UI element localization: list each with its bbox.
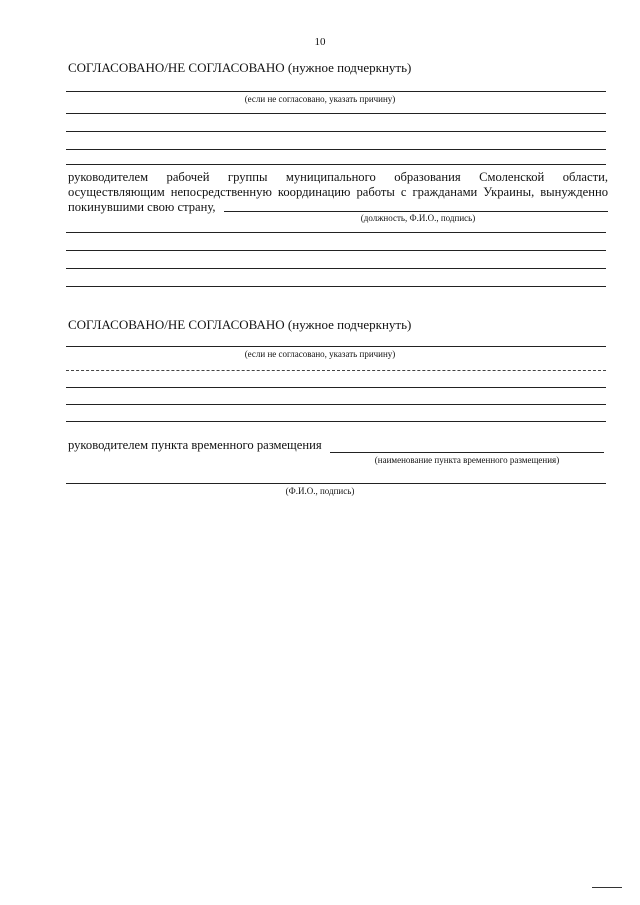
- extra-line-1a: [66, 232, 606, 233]
- reason-line-2b: [66, 370, 606, 371]
- page-number: 10: [314, 36, 326, 48]
- approval-heading-2: СОГЛАСОВАНО/НЕ СОГЛАСОВАНО (нужное подчеркнуть): [68, 317, 412, 332]
- reason-line-2a: [66, 346, 606, 347]
- reason-line-2d: [66, 404, 606, 405]
- extra-line-1b: [66, 250, 606, 251]
- extra-line-1d: [66, 286, 606, 287]
- page-edge-mark: [592, 887, 622, 888]
- reason-line-1d: [66, 149, 606, 150]
- reason-line-2e: [66, 421, 606, 422]
- place-line-2: [330, 452, 604, 453]
- reason-line-1e: [66, 164, 606, 165]
- signer-caption-1: (должность, Ф.И.О., подпись): [360, 213, 476, 223]
- reason-line-1c: [66, 131, 606, 132]
- approval-heading-1: СОГЛАСОВАНО/НЕ СОГЛАСОВАНО (нужное подчеркнуть): [68, 60, 412, 75]
- extra-line-1c: [66, 268, 606, 269]
- reason-line-1a: [66, 91, 606, 92]
- signer-line-1: [224, 211, 608, 212]
- reason-caption-1: (если не согласовано, указать причину): [244, 94, 396, 104]
- signature-line-2: [66, 483, 606, 484]
- reason-caption-2: (если не согласовано, указать причину): [244, 349, 396, 359]
- signature-caption-2: (Ф.И.О., подпись): [285, 486, 355, 496]
- signer-text-1: руководителем рабочей группы муниципального образования Смоленской области, осуществляющим непосредственную координацию работы с гражданами Украины, вынужденно покинувшими свою страну,: [68, 170, 608, 214]
- place-caption-2: (наименование пункта временного размещения): [374, 455, 560, 465]
- reason-line-2c: [66, 387, 606, 388]
- signer-text-2: руководителем пункта временного размещения: [68, 438, 322, 452]
- reason-line-1b: [66, 113, 606, 114]
